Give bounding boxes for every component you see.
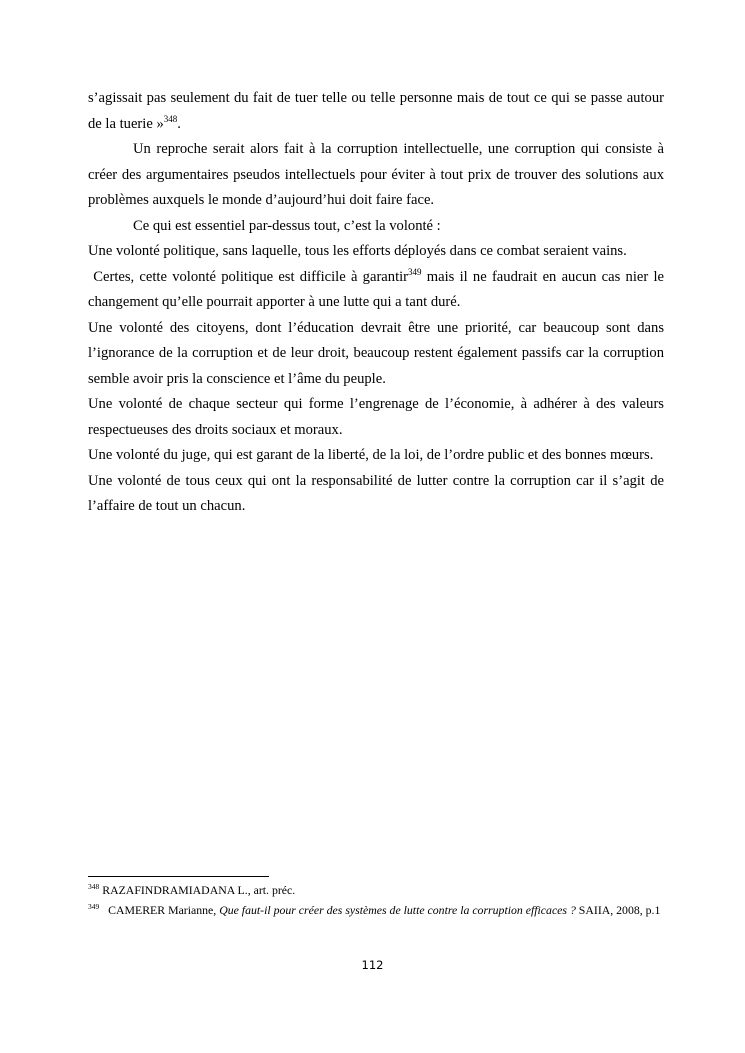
paragraph-4: Une volonté politique, sans laquelle, tous les efforts déployés dans ce combat seraient vains. bbox=[88, 243, 627, 259]
paragraph-5: Certes, cette volonté politique est difficile à garantir$^{349}$ mais il ne faudrait en aucun cas nier le changement qu’elle pourrait apporter à une lutte qui a tant duré. bbox=[88, 266, 664, 310]
footnotes bbox=[88, 880, 664, 920]
paragraph-8: Une volonté du juge, qui est garant de la liberté, de la loi, de l’ordre public et des bonnes mœurs. bbox=[88, 447, 654, 463]
paragraph-2: Un reproche serait alors fait à la corruption intellectuelle, une corruption qui consiste à créer des argumentaires pseudos intellectuels pour éviter à tout prix de trouver des solutions aux problèmes auxquels le monde d’aujourd’hui doit faire face. bbox=[88, 141, 664, 208]
footnote-separator bbox=[88, 876, 269, 877]
footnote-349: $^{349}$ CAMERER Marianne, Que faut-il pour créer des systèmes de lutte contre la corruption efficaces ? SAIIA, 2008, p.1 bbox=[88, 902, 661, 917]
body-text bbox=[88, 86, 664, 520]
paragraph-9: Une volonté de tous ceux qui ont la responsabilité de lutter contre la corruption car il s’agit de l’affaire de tout un chacun. bbox=[88, 472, 664, 514]
paragraph-1: s’agissait pas seulement du fait de tuer telle ou telle personne mais de tout ce qui se passe autour de la tuerie »$^{348}$. bbox=[88, 90, 664, 132]
paragraph-7: Une volonté de chaque secteur qui forme l’engrenage de l’économie, à adhérer à des valeurs respectueuses des droits sociaux et moraux. bbox=[88, 396, 664, 438]
page-number: 112 bbox=[361, 958, 384, 972]
paragraph-6: Une volonté des citoyens, dont l’éducation devrait être une priorité, car beaucoup sont dans l’ignorance de la corruption et de leur droit, beaucoup restent également passifs car la corruption semble avoir pris la conscience et l’âme du peuple. bbox=[88, 319, 664, 387]
footnote-ref-349[interactable]: 349 bbox=[408, 266, 422, 277]
cited-title: Que faut-il pour créer des systèmes de lutte contre la corruption efficaces ? bbox=[219, 903, 576, 917]
footnote-ref-348[interactable]: 348 bbox=[163, 113, 178, 124]
footnote-348: $^{348}$ RAZAFINDRAMIADANA L., art. préc. bbox=[88, 882, 296, 897]
paragraph-3: Ce qui est essentiel par-dessus tout, c’est la volonté : bbox=[133, 217, 441, 234]
